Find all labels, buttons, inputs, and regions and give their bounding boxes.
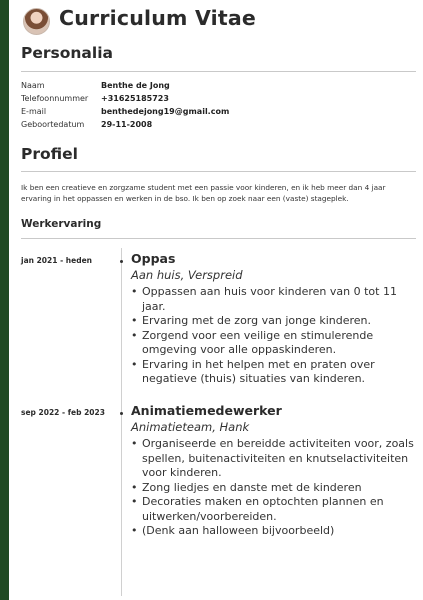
profiel-divider bbox=[21, 171, 416, 172]
job-date: jan 2021 - heden bbox=[21, 256, 93, 265]
timeline-dot bbox=[120, 260, 123, 263]
job-title: Animatiemedewerker bbox=[131, 403, 282, 418]
personalia-heading: Personalia bbox=[21, 44, 113, 62]
job-bullet bbox=[131, 495, 416, 524]
werkervaring-heading: Werkervaring bbox=[21, 218, 102, 230]
bullet-icon: • bbox=[131, 437, 138, 450]
job-company: Animatieteam, Hank bbox=[131, 420, 250, 434]
cv-header bbox=[21, 7, 416, 35]
timeline-dot bbox=[120, 412, 123, 415]
page-title: Curriculum Vitae bbox=[59, 6, 257, 30]
job-body bbox=[131, 403, 416, 539]
profile-text: Ik ben een creatieve en zorgzame student met een passie voor kinderen, en ik heb meer dan 4 jaar ervaring in het oppassen en werken in de bso. Ik ben op zoek naar een (vaste) stageplek. bbox=[21, 183, 386, 203]
info-row-naam bbox=[21, 79, 416, 92]
job-bullet bbox=[131, 314, 416, 329]
werkervaring-divider bbox=[21, 238, 416, 239]
job-bullet-text: Ervaring met de zorg van jonge kinderen. bbox=[142, 314, 371, 327]
job-bullet-text: Zong liedjes en danste met de kinderen bbox=[142, 480, 362, 494]
job-bullet-text: Decoraties maken en optochten plannen en uitwerken/voorbereiden. bbox=[142, 495, 384, 523]
job-bullets bbox=[131, 437, 416, 539]
info-label: Telefoonnummer bbox=[21, 94, 89, 103]
info-label: E-mail bbox=[21, 107, 47, 116]
bullet-icon: • bbox=[131, 357, 138, 371]
job-bullet-text: (Denk aan halloween bijvoorbeeld) bbox=[142, 524, 335, 537]
job-bullet-text: Organiseerde en bereidde activiteiten voor, zoals spellen, buitenactiviteiten en knutselactiviteiten voor kinderen. bbox=[142, 437, 414, 479]
personalia-divider bbox=[21, 71, 416, 72]
side-accent-bar bbox=[0, 0, 9, 600]
job-bullet bbox=[131, 329, 416, 358]
job-bullets bbox=[131, 285, 416, 387]
info-value: Benthe de Jong bbox=[101, 81, 170, 90]
bullet-icon: • bbox=[131, 328, 138, 342]
timeline-line bbox=[121, 248, 122, 596]
info-label: Naam bbox=[21, 81, 45, 90]
job-body bbox=[131, 251, 416, 387]
job-bullet bbox=[131, 481, 416, 496]
job-bullet-text: Zorgend voor een veilige en stimulerende omgeving voor alle oppaskinderen. bbox=[142, 328, 374, 356]
job-bullet bbox=[131, 285, 416, 314]
bullet-icon: • bbox=[131, 524, 138, 537]
job-bullet-text: Oppassen aan huis voor kinderen van 0 tot 11 jaar. bbox=[142, 285, 397, 313]
job-company: Aan huis, Verspreid bbox=[131, 268, 243, 282]
bullet-icon: • bbox=[131, 495, 138, 508]
info-value: +31625185723 bbox=[101, 94, 169, 103]
info-row-geboortedatum bbox=[21, 118, 416, 131]
info-value: 29-11-2008 bbox=[101, 120, 153, 129]
profiel-heading: Profiel bbox=[21, 145, 78, 163]
job-date: sep 2022 - feb 2023 bbox=[21, 408, 105, 417]
bullet-icon: • bbox=[131, 285, 138, 298]
job-bullet-text: Ervaring in het helpen met en praten over negatieve (thuis) situaties van kinderen. bbox=[142, 357, 375, 385]
job-bullet bbox=[131, 524, 416, 539]
bullet-icon: • bbox=[131, 480, 138, 494]
info-value: benthedejong19@gmail.com bbox=[101, 107, 230, 116]
job-title: Oppas bbox=[131, 251, 176, 266]
job-bullet bbox=[131, 437, 416, 481]
info-row-telefoonnummer bbox=[21, 92, 416, 105]
bullet-icon: • bbox=[131, 314, 138, 327]
job-bullet bbox=[131, 358, 416, 387]
info-row-email bbox=[21, 105, 416, 118]
avatar bbox=[23, 8, 50, 35]
info-label: Geboortedatum bbox=[21, 120, 85, 129]
